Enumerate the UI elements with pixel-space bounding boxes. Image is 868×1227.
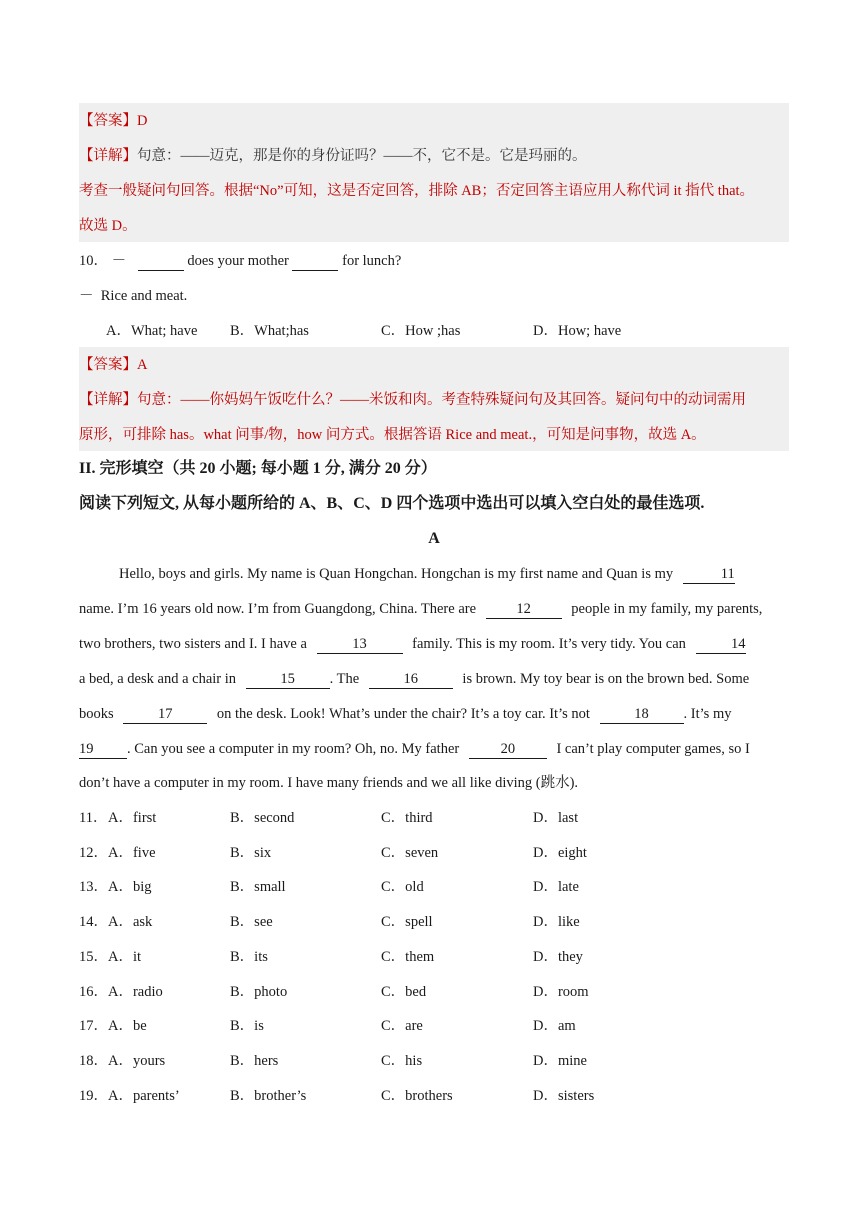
passage-line-5	[79, 704, 731, 724]
option-a[interactable]: A．first	[108, 810, 157, 826]
q10-number: 10．	[79, 253, 108, 269]
q9-detail-line2: 考查一般疑问句回答。根据“No”可知，这是否定回答，排除 AB；否定回答主语应用人称代词 it 指代 that。	[79, 183, 755, 199]
blank-17: 17	[123, 705, 207, 724]
option-d[interactable]: D．they	[533, 949, 583, 965]
q10-stem	[79, 251, 401, 271]
option-d[interactable]: D．late	[533, 879, 579, 895]
option-a[interactable]: A．yours	[108, 1053, 166, 1069]
option-a[interactable]: A．it	[108, 949, 142, 965]
option-b[interactable]: B．hers	[230, 1053, 279, 1069]
passage-text: is brown. My toy bear is on the brown bed. Some	[462, 671, 750, 687]
passage-text: family. This is my room. It’s very tidy. You can	[412, 636, 686, 652]
answer-value: A	[137, 357, 148, 373]
q9-answer-box	[79, 103, 789, 242]
option-d[interactable]: D．room	[533, 984, 589, 1000]
passage-text: name. I’m 16 years old now. I’m from Guangdong, China. There are	[79, 601, 477, 617]
passage-title: A	[428, 530, 440, 547]
option-b[interactable]: B．see	[230, 914, 273, 930]
question-number: 19．	[79, 1088, 108, 1104]
passage-text: . It’s my	[683, 706, 732, 722]
option-b[interactable]: B．small	[230, 879, 286, 895]
option-d[interactable]: D．eight	[533, 845, 587, 861]
question-number: 18．	[79, 1053, 108, 1069]
blank-18: 18	[600, 705, 684, 724]
q10-dash: －	[111, 253, 127, 269]
blank-20: 20	[469, 740, 547, 759]
option-d[interactable]: D．am	[533, 1018, 576, 1034]
q10-reply	[79, 286, 187, 306]
q10-detail-line1	[79, 390, 746, 410]
passage-line-3	[79, 634, 746, 654]
question-number: 15．	[79, 949, 108, 965]
option-c[interactable]: C．bed	[381, 984, 427, 1000]
option-b[interactable]: B．photo	[230, 984, 288, 1000]
option-c[interactable]: C．third	[381, 810, 433, 826]
option-a[interactable]: A．radio	[108, 984, 163, 1000]
option-d[interactable]: D．like	[533, 914, 580, 930]
q10-option-d[interactable]: D．How; have	[533, 323, 622, 339]
question-number: 17．	[79, 1018, 108, 1034]
q9-detail-line3: 故选 D。	[79, 218, 137, 234]
passage-line-4	[79, 669, 749, 689]
passage-text: people in my family, my parents,	[571, 601, 763, 617]
blank-15: 15	[246, 670, 330, 689]
option-b[interactable]: B．six	[230, 845, 272, 861]
option-a[interactable]: A．be	[108, 1018, 147, 1034]
q10-part2: for lunch?	[342, 253, 402, 269]
option-b[interactable]: B．second	[230, 810, 295, 826]
blank-12: 12	[486, 600, 562, 619]
option-c[interactable]: C．spell	[381, 914, 433, 930]
question-number: 13．	[79, 879, 108, 895]
q10-option-c[interactable]: C．How ;has	[381, 323, 461, 339]
option-a[interactable]: A．parents’	[108, 1088, 180, 1104]
section-instruction: 阅读下列短文, 从每小题所给的 A、B、C、D 四个选项中选出可以填入空白处的最佳选项.	[79, 495, 705, 512]
detail-text: 句意：——迈克，那是你的身份证吗？——不，它不是。它是玛丽的。	[137, 148, 587, 164]
option-c[interactable]: C．seven	[381, 845, 439, 861]
option-a[interactable]: A．five	[108, 845, 156, 861]
q9-answer	[79, 111, 147, 131]
option-d[interactable]: D．mine	[533, 1053, 587, 1069]
q10-reply-text: Rice and meat.	[100, 288, 188, 304]
question-number: 16．	[79, 984, 108, 1000]
passage-line-7: don’t have a computer in my room. I have many friends and we all like diving (跳水).	[79, 775, 579, 791]
question-number: 12．	[79, 845, 108, 861]
passage-line-2	[79, 599, 762, 619]
option-d[interactable]: D．sisters	[533, 1088, 595, 1104]
passage-line-1	[119, 564, 735, 584]
passage-text: on the desk. Look! What’s under the chair? It’s a toy car. It’s not	[216, 706, 590, 722]
q10-blank-2	[292, 252, 338, 271]
option-b[interactable]: B．brother’s	[230, 1088, 307, 1104]
option-c[interactable]: C．his	[381, 1053, 423, 1069]
q10-option-b[interactable]: B．What;has	[230, 323, 309, 339]
passage-text: . The	[329, 671, 360, 687]
blank-11: 11	[683, 565, 735, 584]
option-c[interactable]: C．them	[381, 949, 435, 965]
blank-19: 19	[79, 740, 127, 759]
q10-part1: does your mother	[187, 253, 289, 269]
answer-label: 【答案】	[79, 357, 137, 373]
section-heading: II. 完形填空（共 20 小题; 每小题 1 分, 满分 20 分）	[79, 460, 437, 477]
option-c[interactable]: C．brothers	[381, 1088, 453, 1104]
detail-label: 【详解】	[79, 148, 137, 164]
blank-14: 14	[696, 635, 746, 654]
detail-text: 句意：——你妈妈午饭吃什么？——米饭和肉。考查特殊疑问句及其回答。疑问句中的动词需用	[137, 392, 746, 408]
option-d[interactable]: D．last	[533, 810, 579, 826]
option-b[interactable]: B．is	[230, 1018, 264, 1034]
answer-value: D	[137, 113, 148, 129]
q10-detail-line2: 原形，可排除 has。what 问事/物，how 问方式。根据答语 Rice and meat.，可知是问事物，故选 A。	[79, 427, 706, 443]
q10-blank-1	[138, 252, 184, 271]
passage-text: I can’t play computer games, so I	[556, 741, 750, 757]
passage-text: two brothers, two sisters and I. I have a	[79, 636, 307, 652]
passage-line-6	[79, 739, 750, 759]
passage-text: . Can you see a computer in my room? Oh, no. My father	[127, 741, 460, 757]
detail-label: 【详解】	[79, 392, 137, 408]
option-a[interactable]: A．big	[108, 879, 152, 895]
passage-text: a bed, a desk and a chair in	[79, 671, 237, 687]
blank-16: 16	[369, 670, 453, 689]
option-c[interactable]: C．are	[381, 1018, 423, 1034]
blank-13: 13	[317, 635, 403, 654]
option-b[interactable]: B．its	[230, 949, 268, 965]
passage-text: books	[79, 706, 114, 722]
option-c[interactable]: C．old	[381, 879, 424, 895]
question-number: 11．	[79, 810, 108, 826]
option-a[interactable]: A．ask	[108, 914, 153, 930]
answer-label: 【答案】	[79, 113, 137, 129]
question-number: 14．	[79, 914, 108, 930]
q10-answer	[79, 355, 147, 375]
passage-text: Hello, boys and girls. My name is Quan Hongchan. Hongchan is my first name and Quan is my	[119, 566, 674, 582]
q10-reply-dash: －	[79, 288, 94, 304]
q9-detail-line1	[79, 146, 587, 166]
q10-option-a[interactable]: A．What; have	[106, 323, 198, 339]
